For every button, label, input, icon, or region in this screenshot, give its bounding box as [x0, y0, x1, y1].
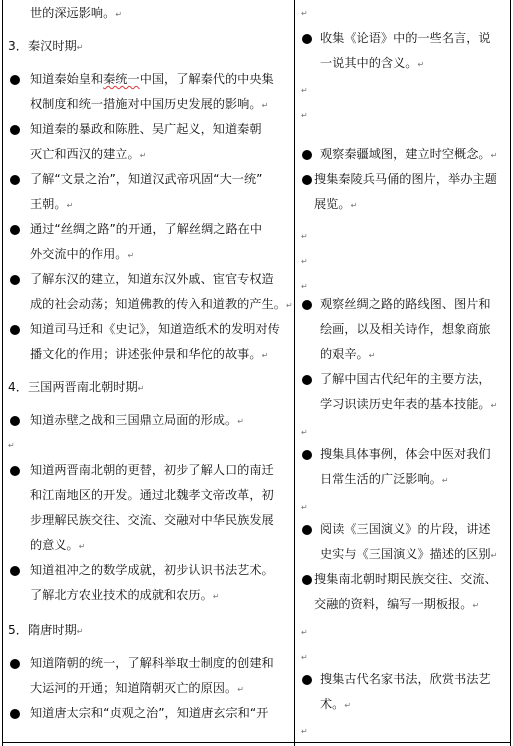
- paragraph-mark-icon: ↵: [350, 201, 358, 210]
- bullet-icon: [10, 416, 20, 426]
- table-border-right: [510, 0, 511, 746]
- qinhan-item-5-line-1: 了解东汉的建立，知道东汉外戚、宦官专权造: [30, 272, 274, 286]
- paragraph-mark-icon: ↵: [301, 503, 308, 512]
- qinhan-item-4-line-1: 通过“丝绸之路”的开通，了解丝绸之路在中: [30, 222, 263, 236]
- activity-6-line-1: 搜集具体事例，体会中医对我们: [320, 447, 491, 461]
- sanguo-item-1-line-1: 知道赤壁之战和三国鼎立局面的形成。↵: [30, 413, 244, 427]
- qinhan-item-3-line-2: 王朝。↵: [30, 197, 74, 211]
- bullet-icon: [302, 450, 312, 460]
- activity-4-line-3: 的艰辛。↵: [320, 347, 376, 361]
- bullet-icon: [302, 525, 312, 535]
- suitang-item-2-line-1: 知道唐太宗和“贞观之治”，知道唐玄宗和“开: [30, 706, 269, 720]
- bullet-icon: [302, 575, 312, 585]
- bullet-icon: [10, 659, 20, 669]
- qinhan-item-1-line-2: 权制度和统一措施对中国历史发展的影响。↵: [30, 97, 269, 111]
- bullet-icon: [10, 466, 20, 476]
- paragraph-mark-icon: ↵: [127, 251, 135, 260]
- activity-4-line-2: 绘画，以及相关诗作，想象商旅: [320, 322, 491, 336]
- sanguo-item-2-line-2: 和江南地区的开发。通过北魏孝文帝改革，初: [30, 488, 274, 502]
- qinhan-item-6-line-1: 知道司马迁和《史记》，知道造纸术的发明对传: [30, 322, 280, 336]
- table-border-left: [2, 0, 3, 746]
- activity-7-line-2: 史实与《三国演义》描述的区别↵: [320, 547, 498, 561]
- activity-8-line-2: 交融的资料，编写一期板报。↵: [314, 597, 480, 611]
- paragraph-mark-icon: ↵: [301, 282, 308, 291]
- paragraph-mark-icon: ↵: [301, 232, 308, 241]
- bullet-icon: [10, 325, 20, 335]
- activity-5-line-2: 学习识读历史年表的基本技能。↵: [320, 397, 498, 411]
- paragraph-mark-icon: ↵: [368, 351, 376, 360]
- paragraph-mark-icon: ↵: [344, 701, 352, 710]
- paragraph-mark-icon: ↵: [441, 476, 449, 485]
- bullet-icon: [302, 175, 312, 185]
- paragraph-mark-icon: ↵: [417, 60, 425, 69]
- activity-7-line-1: 阅读《三国演义》的片段，讲述: [320, 522, 491, 536]
- paragraph-mark-icon: ↵: [8, 441, 15, 450]
- bullet-icon: [10, 175, 20, 185]
- activity-2-line-1: 观察秦疆域图，建立时空概念。↵: [320, 147, 498, 161]
- qinhan-item-4-line-2: 外交流中的作用。↵: [30, 247, 135, 261]
- paragraph-mark-icon: ↵: [285, 301, 293, 310]
- section-3-heading: 3．秦汉时期↵: [8, 39, 84, 53]
- paragraph-mark-icon: ↵: [237, 417, 244, 426]
- paragraph-mark-icon: ↵: [490, 401, 498, 410]
- continued-line: 世的深远影响。↵: [30, 6, 123, 20]
- qinhan-item-5-line-2: 成的社会动荡；知道佛教的传入和道教的产生。↵: [30, 297, 293, 311]
- paragraph-mark-icon: ↵: [115, 10, 123, 19]
- paragraph-mark-icon: ↵: [66, 201, 74, 210]
- bullet-icon: [302, 150, 312, 160]
- qinhan-item-1-line-1: 知道秦始皇和秦统一中国，了解秦代的中央集: [30, 72, 274, 86]
- bullet-icon: [10, 125, 20, 135]
- sanguo-item-3-line-1: 知道祖冲之的数学成就，初步认识书法艺术。: [30, 563, 274, 577]
- suitang-item-1-line-2: 大运河的开通；知道隋朝灭亡的原因。↵: [30, 681, 244, 695]
- bullet-icon: [302, 375, 312, 385]
- paragraph-mark-icon: ↵: [301, 257, 308, 266]
- paragraph-mark-icon: ↵: [78, 542, 86, 551]
- paragraph-mark-icon: ↵: [261, 351, 269, 360]
- paragraph-mark-icon: ↵: [301, 727, 308, 736]
- activity-5-line-1: 了解中国古代纪年的主要方法，: [320, 372, 491, 386]
- table-border-bottom: [2, 742, 511, 743]
- paragraph-mark-icon: ↵: [490, 551, 498, 560]
- sanguo-item-2-line-4: 的意义。↵: [30, 538, 86, 552]
- paragraph-mark-icon: ↵: [490, 151, 498, 160]
- sanguo-item-2-line-1: 知道两晋南北朝的更替，初步了解人口的南迁: [30, 463, 274, 477]
- bullet-icon: [302, 300, 312, 310]
- activity-4-line-1: 观察丝绸之路的路线图、图片和: [320, 297, 491, 311]
- table-column-divider: [294, 0, 295, 746]
- paragraph-mark-icon: ↵: [301, 653, 308, 662]
- paragraph-mark-icon: ↵: [472, 601, 480, 610]
- bullet-icon: [302, 34, 312, 44]
- qinhan-item-3-line-1: 了解“文景之治”，知道汉武帝巩固“大一统”: [30, 172, 263, 186]
- paragraph-mark-icon: ↵: [301, 628, 308, 637]
- paragraph-mark-icon: ↵: [237, 685, 244, 694]
- qinhan-item-2-line-1: 知道秦的暴政和陈胜、吴广起义，知道秦朝: [30, 122, 262, 136]
- paragraph-mark-icon: ↵: [261, 101, 269, 110]
- paragraph-mark-icon: ↵: [301, 111, 308, 120]
- paragraph-mark-icon: ↵: [301, 9, 308, 18]
- suitang-item-1-line-1: 知道隋朝的统一，了解科举取士制度的创建和: [30, 656, 274, 670]
- section-5-heading: 5．隋唐时期↵: [8, 623, 84, 637]
- activity-9-line-2: 术。↵: [320, 697, 352, 711]
- bullet-icon: [10, 709, 20, 719]
- paragraph-mark-icon: ↵: [301, 428, 308, 437]
- activity-3-line-2: 展览。↵: [314, 197, 358, 211]
- sanguo-item-2-line-3: 步理解民族交往、交流、交融对中华民族发展: [30, 513, 274, 527]
- activity-3-line-1: 搜集秦陵兵马俑的图片，举办主题: [314, 172, 497, 186]
- paragraph-mark-icon: ↵: [76, 627, 84, 636]
- bullet-icon: [302, 675, 312, 685]
- bullet-icon: [10, 275, 20, 285]
- activity-6-line-2: 日常生活的广泛影响。↵: [320, 472, 449, 486]
- activity-1-line-2: 一说其中的含义。↵: [320, 56, 425, 70]
- paragraph-mark-icon: ↵: [137, 384, 145, 393]
- paragraph-mark-icon: ↵: [301, 86, 308, 95]
- section-4-heading: 4．三国两晋南北朝时期↵: [8, 380, 145, 394]
- bullet-icon: [10, 75, 20, 85]
- bullet-icon: [10, 225, 20, 235]
- activity-1-line-1: 收集《论语》中的一些名言，说: [320, 31, 491, 45]
- paragraph-mark-icon: ↵: [212, 592, 220, 601]
- qinhan-item-6-line-2: 播文化的作用；讲述张仲景和华佗的故事。↵: [30, 347, 269, 361]
- bullet-icon: [10, 566, 20, 576]
- sanguo-item-3-line-2: 了解北方农业技术的成就和农历。↵: [30, 588, 220, 602]
- activity-9-line-1: 搜集古代名家书法，欣赏书法艺: [320, 672, 491, 686]
- activity-8-line-1: 搜集南北朝时期民族交往、交流、: [314, 572, 497, 586]
- paragraph-mark-icon: ↵: [76, 43, 84, 52]
- qinhan-item-2-line-2: 灭亡和西汉的建立。↵: [30, 147, 147, 161]
- paragraph-mark-icon: ↵: [139, 151, 147, 160]
